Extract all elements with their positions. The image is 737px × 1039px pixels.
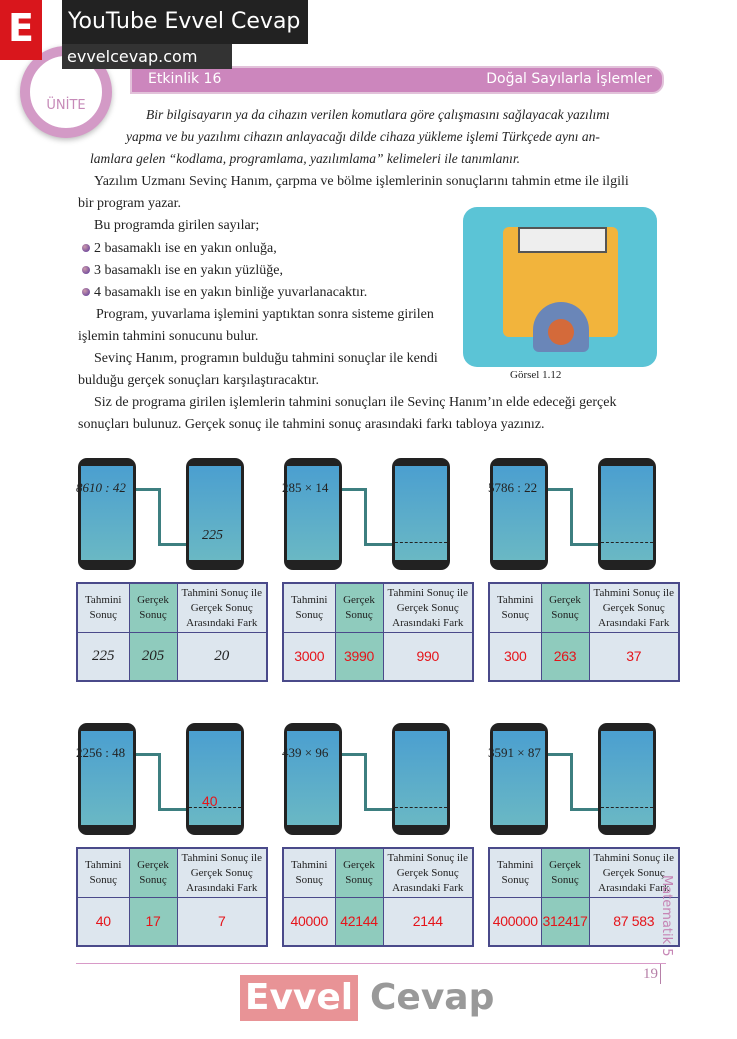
header-diff: Tahmini Sonuç ile Gerçek Sonuç Arasındaki Fark [383, 848, 473, 898]
header-estimate: Tahmini Sonuç [283, 848, 335, 898]
actual-cell[interactable]: 263 [541, 633, 589, 682]
screen-answer: 40 [202, 793, 218, 809]
actual-cell[interactable]: 17 [129, 898, 177, 947]
result-table [488, 582, 680, 682]
estimate-cell[interactable]: 300 [489, 633, 541, 682]
connector-cable [570, 533, 601, 546]
person-head-shape [548, 319, 574, 345]
diff-cell[interactable]: 7 [177, 898, 267, 947]
bullet-icon [82, 244, 90, 252]
estimate-cell[interactable]: 3000 [283, 633, 335, 682]
page-number-divider [660, 964, 661, 984]
youtube-banner: YouTube Evvel Cevap [62, 0, 308, 44]
connector-cable [548, 753, 573, 801]
site-banner[interactable]: evvelcevap.com [62, 44, 232, 69]
operation-expression: 439 × 96 [282, 745, 329, 760]
bullet-item [82, 260, 283, 282]
activity-title: Etkinlik 16 [148, 71, 222, 87]
phone-screen [601, 466, 653, 560]
body-line: Program, yuvarlama işlemini yaptıktan sonra sisteme girilen [96, 307, 434, 322]
intro-line: yapma ve bu yazılımı cihazın anlayacağı dilde cihaza yükleme işlemi Türkçede aynı an- [126, 129, 600, 144]
output-phone [392, 458, 450, 570]
connector-cable [364, 533, 395, 546]
bullet-text: 4 basamaklı ise en yakın binliğe yuvarlanacaktır. [94, 285, 368, 300]
bullet-text: 2 basamaklı ise en yakın onluğa, [94, 241, 277, 256]
estimate-cell[interactable]: 40 [77, 898, 129, 947]
output-phone [392, 723, 450, 835]
actual-cell[interactable]: 42144 [335, 898, 383, 947]
evvel-e-logo: E [0, 0, 42, 60]
header-actual: Gerçek Sonuç [129, 848, 177, 898]
phone-screen [189, 731, 241, 825]
body-line: işlemin tahmini sonucunu bulur. [78, 329, 259, 344]
header-actual: Gerçek Sonuç [541, 848, 589, 898]
result-table [76, 582, 268, 682]
estimate-cell[interactable]: 225 [77, 633, 129, 682]
logo-evvel: Evvel [240, 975, 358, 1021]
illustration-programmer-desk [463, 207, 657, 367]
header-estimate: Tahmini Sonuç [77, 848, 129, 898]
input-phone [284, 723, 342, 835]
diff-cell[interactable]: 87 583 [589, 898, 679, 947]
intro-line: Bir bilgisayarın ya da cihazın verilen komutlara göre çalışmasını sağlayacak yazılımı [146, 107, 610, 122]
intro-line: lamlara gelen “kodlama, programlama, yazılımlama” kelimeleri ile tanımlanır. [90, 151, 520, 166]
unit-badge: ÜNİTE [20, 46, 112, 138]
phone-screen [395, 731, 447, 825]
body-line: Bu programda girilen sayılar; [94, 218, 260, 233]
bullet-icon [82, 266, 90, 274]
operation-expression: 2256 : 48 [76, 745, 126, 760]
connector-cable [342, 753, 367, 801]
operation-expression: 5786 : 22 [488, 480, 538, 495]
actual-cell[interactable]: 312417 [541, 898, 589, 947]
answer-line [601, 807, 653, 808]
body-line: bulduğu gerçek sonuçları karşılaştıracaktır. [78, 373, 320, 388]
operation-expression: 8610 : 42 [76, 480, 126, 495]
connector-cable [136, 753, 161, 801]
topic-title: Doğal Sayılarla İşlemler [486, 71, 652, 87]
diff-cell[interactable]: 990 [383, 633, 473, 682]
body-line: Sevinç Hanım, programın bulduğu tahmini sonuçlar ile kendi [94, 351, 438, 366]
header-diff: Tahmini Sonuç ile Gerçek Sonuç Arasındaki Fark [177, 583, 267, 633]
connector-cable [342, 488, 367, 536]
result-table [76, 847, 268, 947]
header-estimate: Tahmini Sonuç [489, 583, 541, 633]
header-diff: Tahmini Sonuç ile Gerçek Sonuç Arasındaki Fark [589, 583, 679, 633]
estimate-cell[interactable]: 400000 [489, 898, 541, 947]
header-actual: Gerçek Sonuç [541, 583, 589, 633]
output-phone [186, 723, 244, 835]
result-table [282, 582, 474, 682]
actual-cell[interactable]: 205 [129, 633, 177, 682]
result-table [282, 847, 474, 947]
phone-screen [601, 731, 653, 825]
answer-line [395, 807, 447, 808]
operation-expression: 3591 × 87 [488, 745, 541, 760]
header-estimate: Tahmini Sonuç [489, 848, 541, 898]
activity-header [130, 66, 664, 94]
header-diff: Tahmini Sonuç ile Gerçek Sonuç Arasındaki Fark [177, 848, 267, 898]
footer-divider [76, 963, 666, 964]
header-actual: Gerçek Sonuç [129, 583, 177, 633]
phone-screen [395, 466, 447, 560]
logo-cevap: Cevap [370, 977, 495, 1018]
answer-line [395, 542, 447, 543]
operation-expression: 285 × 14 [282, 480, 329, 495]
figure-caption: Görsel 1.12 [510, 369, 562, 381]
input-phone [284, 458, 342, 570]
header-diff: Tahmini Sonuç ile Gerçek Sonuç Arasındaki Fark [383, 583, 473, 633]
body-line: Yazılım Uzmanı Sevinç Hanım, çarpma ve bölme işlemlerinin sonuçlarını tahmin etme ile ilgili [94, 174, 629, 189]
bullet-icon [82, 288, 90, 296]
bullet-text: 3 basamaklı ise en yakın yüzlüğe, [94, 263, 283, 278]
result-table [488, 847, 680, 947]
header-estimate: Tahmini Sonuç [77, 583, 129, 633]
phone-screen [189, 466, 241, 560]
estimate-cell[interactable]: 40000 [283, 898, 335, 947]
diff-cell[interactable]: 20 [177, 633, 267, 682]
input-phone [78, 723, 136, 835]
monitor-shape [518, 227, 607, 253]
bullet-item [82, 282, 367, 304]
bullet-item [82, 238, 277, 260]
input-phone [78, 458, 136, 570]
diff-cell[interactable]: 2144 [383, 898, 473, 947]
output-phone [186, 458, 244, 570]
body-line: sonuçları bulunuz. Gerçek sonuç ile tahmini sonuç arasındaki farkı tabloya yazınız. [78, 417, 545, 432]
header-actual: Gerçek Sonuç [335, 583, 383, 633]
connector-cable [364, 798, 395, 811]
connector-cable [158, 533, 189, 546]
body-line: bir program yazar. [78, 196, 182, 211]
header-actual: Gerçek Sonuç [335, 848, 383, 898]
output-phone [598, 458, 656, 570]
connector-cable [136, 488, 161, 536]
book-title: Matematik 5 [659, 875, 674, 957]
page-number: 19 [643, 966, 658, 982]
connector-cable [548, 488, 573, 536]
body-line: Siz de programa girilen işlemlerin tahmini sonuçları ile Sevinç Hanım’ın elde edeceği gerçek [94, 395, 617, 410]
diff-cell[interactable]: 37 [589, 633, 679, 682]
input-phone [490, 458, 548, 570]
answer-line [601, 542, 653, 543]
input-phone [490, 723, 548, 835]
connector-cable [570, 798, 601, 811]
actual-cell[interactable]: 3990 [335, 633, 383, 682]
screen-answer: 225 [202, 528, 223, 543]
output-phone [598, 723, 656, 835]
header-estimate: Tahmini Sonuç [283, 583, 335, 633]
header-diff: Tahmini Sonuç ile Gerçek Sonuç Arasındaki Fark [589, 848, 679, 898]
connector-cable [158, 798, 189, 811]
